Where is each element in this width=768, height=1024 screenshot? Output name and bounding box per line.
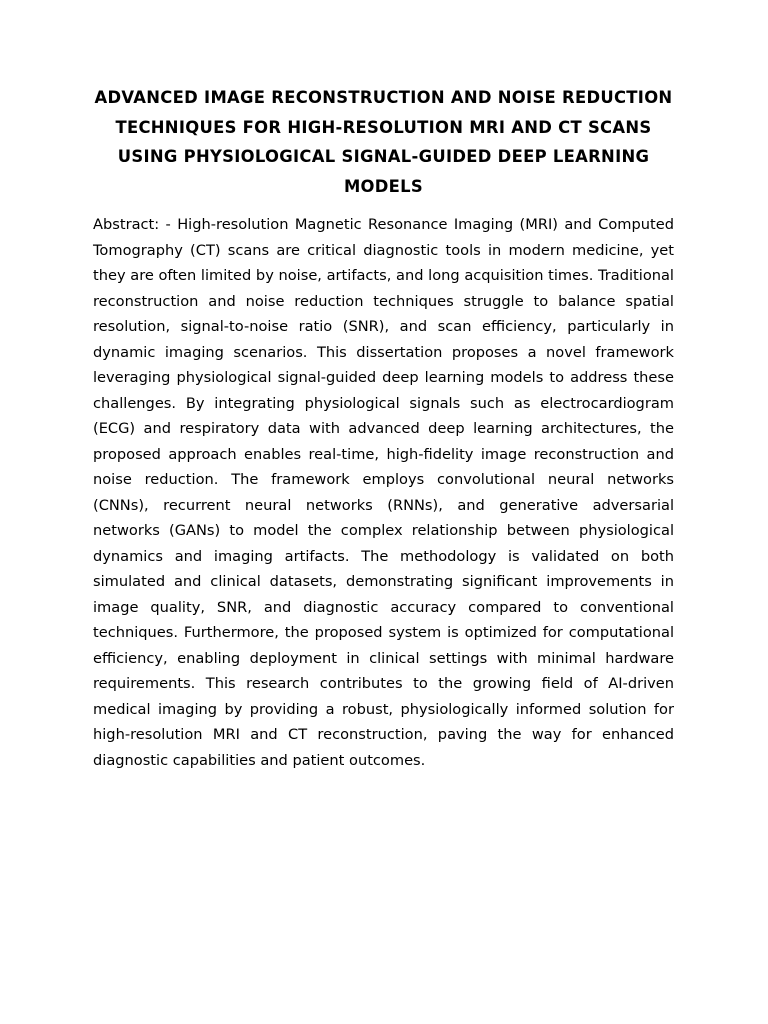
paper-title: ADVANCED IMAGE RECONSTRUCTION AND NOISE REDUCTION TECHNIQUES FOR HIGH-RESOLUTION MRI AND CT SCANS USING PHYSIOLOGICAL SIGNAL-GUIDED DEEP LEARNING MODELS — [94, 88, 673, 197]
abstract-paragraph — [93, 212, 674, 773]
abstract-text: High-resolution Magnetic Resonance Imaging (MRI) and Computed Tomography (CT) scans are critical diagnostic tools in modern medicine, yet they are often limited by noise, artifacts, and long acquisition times. Traditional reconstruction and noise reduction techniques struggle to balance spatial resolution, signal-to-noise ratio (SNR), and scan efficiency, particularly in dynamic imaging scenarios. This dissertation proposes a novel framework leveraging physiological signal-guided deep learning models to address these challenges. By integrating physiological signals such as electrocardiogram (ECG) and respiratory data with advanced deep learning architectures, the proposed approach enables real-time, high-fidelity image reconstruction and noise reduction. The framework employs convolutional neural networks (CNNs), recurrent neural networks (RNNs), and generative adversarial networks (GANs) to model the complex relationship between physiological dynamics and imaging artifacts. The methodology is validated on both simulated and clinical datasets, demonstrating significant improvements in image quality, SNR, and diagnostic accuracy compared to conventional techniques. Furthermore, the proposed system is optimized for computational efficiency, enabling deployment in clinical settings with minimal hardware requirements. This research contributes to the growing field of AI-driven medical imaging by providing a robust, physiologically informed solution for high-resolution MRI and CT reconstruction, paving the way for enhanced diagnostic capabilities and patient outcomes. — [93, 216, 674, 769]
abstract-label: Abstract: - — [93, 216, 178, 233]
